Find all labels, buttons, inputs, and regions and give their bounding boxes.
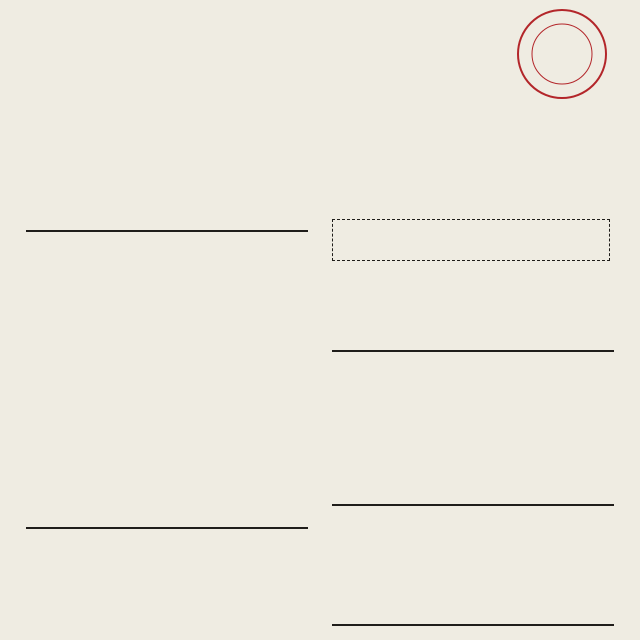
- burgers-rule: [332, 350, 614, 352]
- steak-frites-box: [332, 219, 610, 261]
- puddings-rule: [332, 624, 614, 626]
- vegetables-rule: [26, 527, 308, 529]
- icecream-heading: [332, 479, 616, 501]
- icecream-rule: [332, 504, 614, 506]
- breed-stamp: [514, 6, 610, 102]
- classics-rule: [26, 230, 308, 232]
